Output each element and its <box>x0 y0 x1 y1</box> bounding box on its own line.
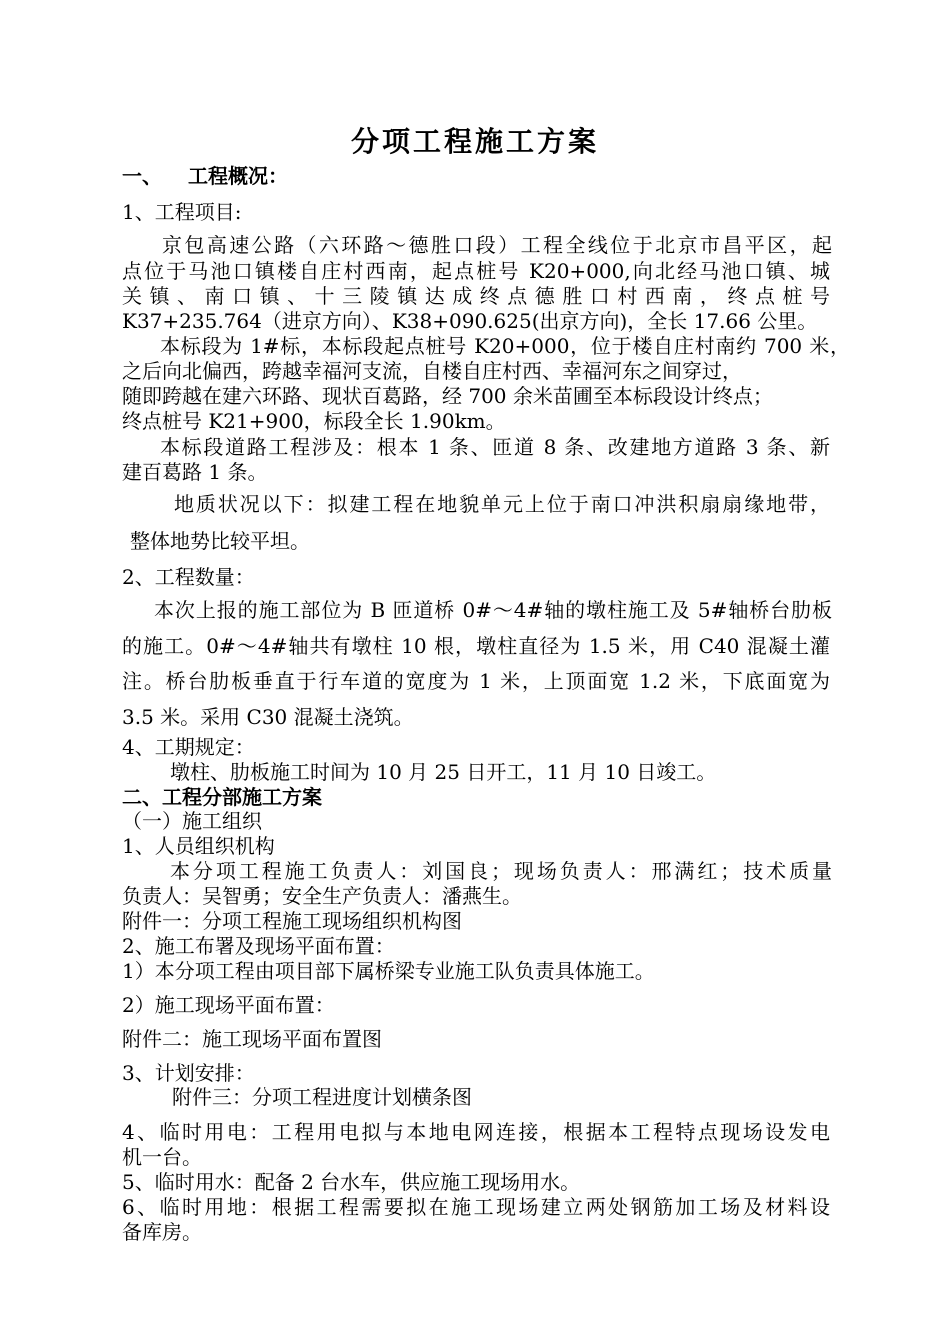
section-heading-1 <box>122 164 288 188</box>
paragraph-line: 本分项工程施工负责人：刘国良；现场负责人：邢满红；技术质量 <box>170 859 832 883</box>
paragraph-line: 本次上报的施工部位为 B 匝道桥 0#～4#轴的墩柱施工及 5#轴桥台肋板 <box>154 598 832 622</box>
paragraph-line: 备库房。 <box>122 1220 202 1244</box>
paragraph-line: 6、临时用地：根据工程需要拟在施工现场建立两处钢筋加工场及材料设 <box>122 1195 830 1219</box>
paragraph-line: 3.5 米。采用 C30 混凝土浇筑。 <box>122 705 414 729</box>
subheading-personnel: 1、人员组织机构 <box>122 834 275 858</box>
attachment-line: 附件二：施工现场平面布置图 <box>122 1027 382 1051</box>
paragraph-line: 墩柱、肋板施工时间为 10 月 25 日开工，11 月 10 日竣工。 <box>170 760 717 784</box>
paragraph-line: 负责人：吴智勇；安全生产负责人：潘燕生。 <box>122 884 522 908</box>
paragraph-line: 关镇、南口镇、十三陵镇达成终点德胜口村西南，终点桩号 <box>122 284 830 308</box>
paragraph-line: 地质状况以下：拟建工程在地貌单元上位于南口冲洪积扇扇缘地带， <box>174 492 830 516</box>
subheading-quantity: 2、工程数量： <box>122 565 255 589</box>
paragraph-line: K37+235.764（进京方向）、K38+090.625(出京方向)，全长 17.66 公里。 <box>122 309 818 333</box>
paragraph-line: 本标段为 1#标，本标段起点桩号 K20+000，位于楼自庄村南约 700 米， <box>160 334 850 358</box>
section-number: 一、 <box>122 164 162 188</box>
paragraph-line: 之后向北偏西，跨越幸福河支流，自楼自庄村西、幸福河东之间穿过， <box>122 359 742 383</box>
subheading-layout: 2、施工布署及现场平面布置： <box>122 934 395 958</box>
paragraph-line: 注。桥台肋板垂直于行车道的宽度为 1 米，上顶面宽 1.2 米，下底面宽为 <box>122 669 830 693</box>
paragraph-line: 机一台。 <box>122 1145 202 1169</box>
attachment-line: 附件三：分项工程进度计划横条图 <box>172 1085 472 1109</box>
paragraph-line: 的施工。0#～4#轴共有墩柱 10 根，墩柱直径为 1.5 米，用 C40 混凝土灌 <box>122 634 830 658</box>
section-title: 工程概况： <box>188 164 288 188</box>
subheading-organization: （一）施工组织 <box>122 809 262 833</box>
attachment-line: 附件一：分项工程施工现场组织机构图 <box>122 909 462 933</box>
paragraph-line: 4、临时用电：工程用电拟与本地电网连接，根据本工程特点现场设发电 <box>122 1120 830 1144</box>
paragraph-line: 点位于马池口镇楼自庄村西南，起点桩号 K20+000,向北经马池口镇、城 <box>122 259 830 283</box>
subheading-schedule: 4、工期规定： <box>122 735 255 759</box>
paragraph-line: 随即跨越在建六环路、现状百葛路，经 700 余米苗圃至本标段设计终点； <box>122 384 773 408</box>
paragraph-line: 本标段道路工程涉及：根本 1 条、匝道 8 条、改建地方道路 3 条、新 <box>160 435 830 459</box>
paragraph-line: 2）施工现场平面布置： <box>122 993 335 1017</box>
paragraph-line: 建百葛路 1 条。 <box>122 460 268 484</box>
section-heading-2: 二、工程分部施工方案 <box>122 785 322 809</box>
subheading-plan: 3、计划安排： <box>122 1061 255 1085</box>
subheading-project: 1、工程项目: <box>122 200 242 224</box>
paragraph-line: 5、临时用水：配备 2 台水车，供应施工现场用水。 <box>122 1170 581 1194</box>
paragraph-line: 整体地势比较平坦。 <box>130 529 310 553</box>
paragraph-line: 京包高速公路（六环路～德胜口段）工程全线位于北京市昌平区，起 <box>162 233 832 257</box>
paragraph-line: 1）本分项工程由项目部下属桥梁专业施工队负责具体施工。 <box>122 959 655 983</box>
paragraph-line: 终点桩号 K21+900，标段全长 1.90km。 <box>122 409 506 433</box>
document-title: 分项工程施工方案 <box>350 125 599 158</box>
